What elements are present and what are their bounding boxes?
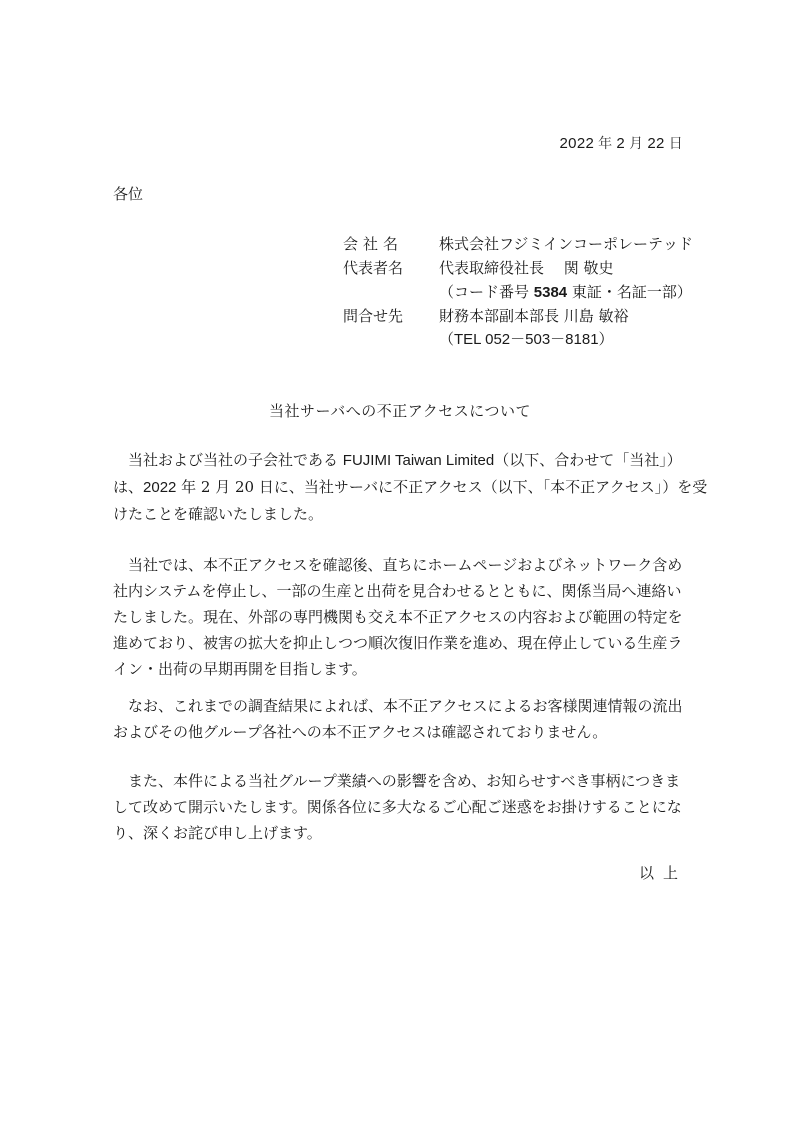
- paragraph-3: [113, 693, 693, 745]
- paragraph-line: イン・出荷の早期再開を目指します。: [113, 660, 367, 678]
- issuer-row-company: [343, 232, 703, 256]
- paragraph-line: して改めて開示いたします。関係各位に多大なるご心配ご迷惑をお掛けすることにな: [113, 798, 682, 816]
- empty-label: [343, 280, 439, 304]
- empty-label: [343, 328, 439, 352]
- paragraph-line: り、深くお詫び申し上げます。: [113, 824, 322, 842]
- company-value: 株式会社フジミインコーポレーテッド: [439, 235, 693, 253]
- paragraph-line: [113, 501, 693, 527]
- paragraph-line: [113, 474, 708, 501]
- line-text: （以下、合わせて「当社」）: [494, 451, 682, 469]
- line-text: けたことを確認いたしました。: [113, 505, 324, 523]
- contact-value: 財務本部副本部長 川島 敏裕: [439, 307, 629, 325]
- paragraph-line: 進めており、被害の拡大を抑止しつつ順次復旧作業を進め、現在停止している生産ラ: [113, 634, 683, 652]
- line-text: 当社および当社の子会社である: [128, 451, 343, 469]
- stock-code-line: [439, 280, 692, 304]
- representative-label: 代表者名: [343, 259, 404, 277]
- paragraph-line: たしました。現在、外部の専門機関も交え本不正アクセスの内容および範囲の特定を: [113, 608, 683, 626]
- paragraph-line: 当社では、本不正アクセスを確認後、直ちにホームページおよびネットワーク含め: [128, 556, 683, 574]
- paragraph-2: [113, 552, 693, 682]
- paragraph-line: 社内システムを停止し、一部の生産と出荷を見合わせるとともに、関係当局へ連絡い: [113, 582, 682, 600]
- issuer-block: [343, 232, 703, 352]
- incident-year: 2022: [143, 479, 177, 496]
- addressee: 各位: [113, 185, 144, 203]
- representative-value: 代表取締役社長 関 敬史: [439, 259, 614, 277]
- issuer-row-code: [343, 280, 703, 304]
- date-day-unit: 日: [668, 136, 683, 152]
- paragraph-1: [113, 447, 708, 527]
- paragraph-4: [113, 768, 693, 846]
- paragraph-line: また、本件による当社グループ業績への影響を含め、お知らせすべき事柄につきま: [128, 772, 681, 790]
- company-label: 会社名: [343, 235, 404, 253]
- subsidiary-name: FUJIMI Taiwan Limited: [342, 452, 495, 469]
- issuer-row-representative: [343, 256, 703, 280]
- date-day: 22: [647, 135, 665, 152]
- date-month-unit: 月: [629, 136, 644, 152]
- line-text: 年 2 月 20 日に、当社サーバに不正アクセス（以下、「本不正アクセス」）を受: [176, 478, 708, 496]
- document-title: 当社サーバへの不正アクセスについて: [268, 402, 531, 420]
- date-year-unit: 年: [598, 136, 613, 152]
- issuer-row-contact: [343, 304, 703, 328]
- issuer-row-tel: [343, 328, 703, 352]
- date-year: 2022: [559, 135, 595, 152]
- stock-code: 5384: [533, 284, 568, 301]
- document-date: [560, 133, 687, 153]
- code-prefix: （コード番号: [439, 283, 534, 301]
- contact-label: 問合せ先: [343, 307, 404, 325]
- line-text: は、: [113, 478, 144, 496]
- paragraph-line: なお、これまでの調査結果によれば、本不正アクセスによるお客様関連情報の流出: [128, 697, 683, 715]
- paragraph-line: およびその他グループ各社への本不正アクセスは確認されておりません。: [113, 723, 608, 741]
- closing-mark: 以上: [638, 864, 687, 882]
- paragraph-line: [113, 447, 693, 474]
- date-month: 2: [616, 135, 626, 152]
- tel-line: （TEL 052－503－8181）: [439, 331, 614, 348]
- code-suffix: 東証・名証一部）: [567, 283, 692, 301]
